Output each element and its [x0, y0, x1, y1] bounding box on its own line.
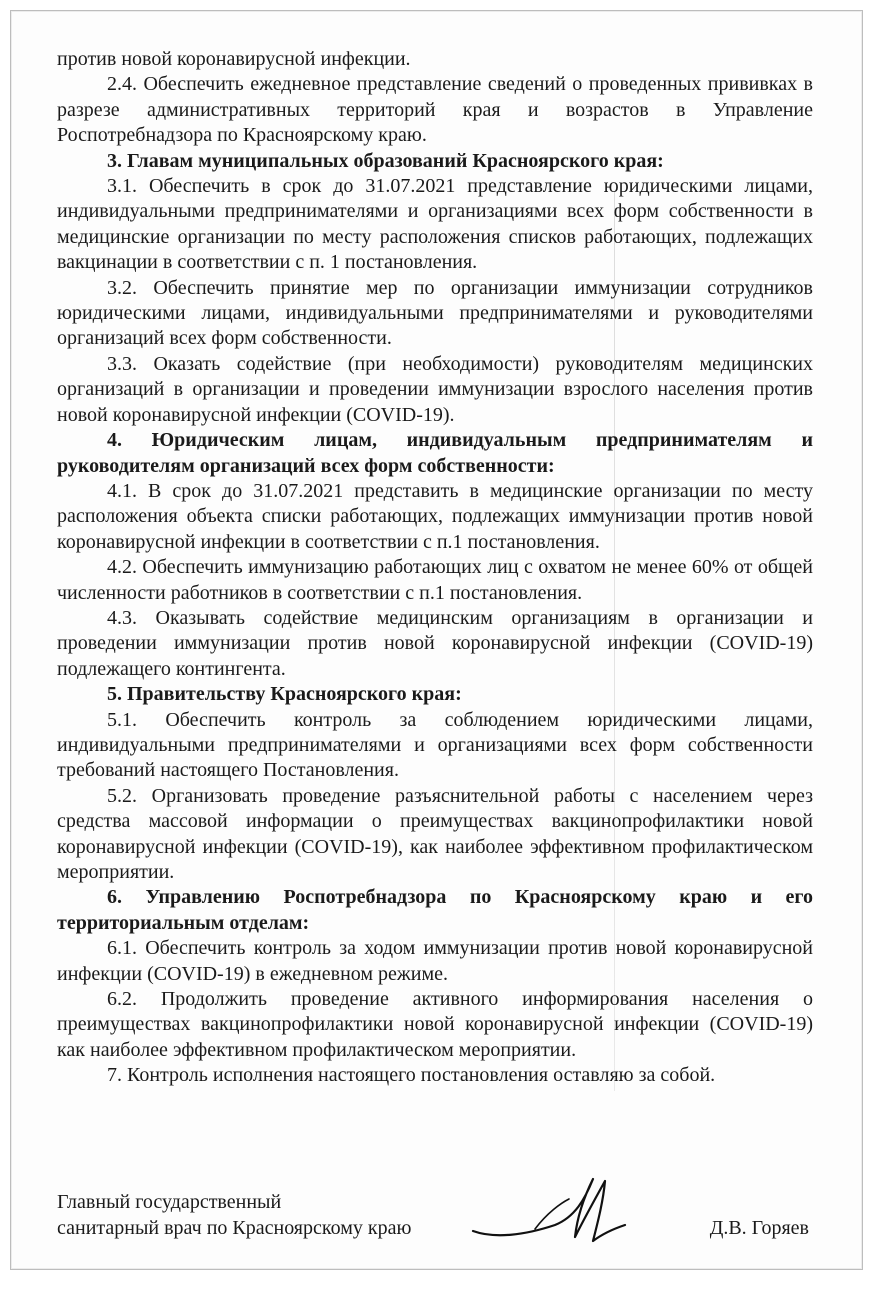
paragraph-4-2: 4.2. Обеспечить иммунизацию работающих лиц с охватом не менее 60% от общей численности работников в соответствии с п.1 постановления.	[57, 556, 813, 604]
document-page	[10, 10, 863, 1270]
paragraph-4-3: 4.3. Оказывать содействие медицинским организациям в организации и проведении иммунизации против новой коронавирусной инфекции (COVID-19) подлежащего контингента.	[57, 606, 813, 680]
paragraph-continuation: против новой коронавирусной инфекции.	[57, 48, 411, 70]
signatory-name: Д.В. Горяев	[709, 1217, 809, 1239]
paragraph-3-3: 3.3. Оказать содействие (при необходимости) руководителям медицинских организаций в организации и проведении иммунизации взрослого населения против новой коронавирусной инфекции (COVID-19).	[57, 352, 813, 426]
section-heading-4: 4. Юридическим лицам, индивидуальным предпринимателям и руководителям организаций всех форм собственности:	[57, 429, 813, 477]
signatory-title-line-1: Главный государственный	[57, 1191, 282, 1213]
signatory-title-line-2: санитарный врач по Красноярскому краю	[57, 1217, 412, 1239]
section-heading-3: 3. Главам муниципальных образований Красноярского края:	[107, 149, 664, 172]
paragraph-3-1: 3.1. Обеспечить в срок до 31.07.2021 представление юридическими лицами, индивидуальными предпринимателями и организациями всех форм собственности в медицинские организации по месту расположения списков работающих, подлежащих вакцинации в соответствии с п. 1 постановления.	[57, 175, 813, 274]
section-heading-6: 6. Управлению Роспотребнадзора по Красноярскому краю и его территориальным отделам:	[57, 886, 813, 934]
paragraph-3-2: 3.2. Обеспечить принятие мер по организации иммунизации сотрудников юридическими лицами, индивидуальными предпринимателями и руководителями организаций всех форм собственности.	[57, 276, 813, 350]
signatory-title	[57, 1189, 411, 1241]
handwritten-signature	[465, 1169, 635, 1249]
document-body	[57, 47, 813, 1089]
paragraph-5-2: 5.2. Организовать проведение разъяснительной работы с населением через средства массовой информации о преимуществах вакцинопрофилактики новой коронавирусной инфекции (COVID-19), как наиболее эффективном профилактическом мероприятии.	[57, 784, 813, 883]
section-heading-5: 5. Правительству Красноярского края:	[107, 683, 462, 706]
paragraph-7: 7. Контроль исполнения настоящего постановления оставляю за собой.	[107, 1064, 716, 1087]
paragraph-6-1: 6.1. Обеспечить контроль за ходом иммунизации против новой коронавирусной инфекции (COVID-19) в ежедневном режиме.	[57, 937, 813, 985]
paragraph-5-1: 5.1. Обеспечить контроль за соблюдением юридическими лицами, индивидуальными предпринимателями и организациями всех форм собственности требований настоящего Постановления.	[57, 708, 813, 782]
paragraph-6-2: 6.2. Продолжить проведение активного информирования населения о преимуществах вакцинопрофилактики новой коронавирусной инфекции (COVID-19) как наиболее эффективном профилактическом мероприятии.	[57, 988, 813, 1061]
paragraph-4-1: 4.1. В срок до 31.07.2021 представить в медицинские организации по месту расположения объекта списки работающих, подлежащих иммунизации против новой коронавирусной инфекции в соответствии с п.1 постановления.	[57, 479, 813, 553]
paragraph-2-4: 2.4. Обеспечить ежедневное представление сведений о проведенных прививках в разрезе административных территорий края и возрастов в Управление Роспотребнадзора по Красноярскому краю.	[57, 73, 813, 147]
